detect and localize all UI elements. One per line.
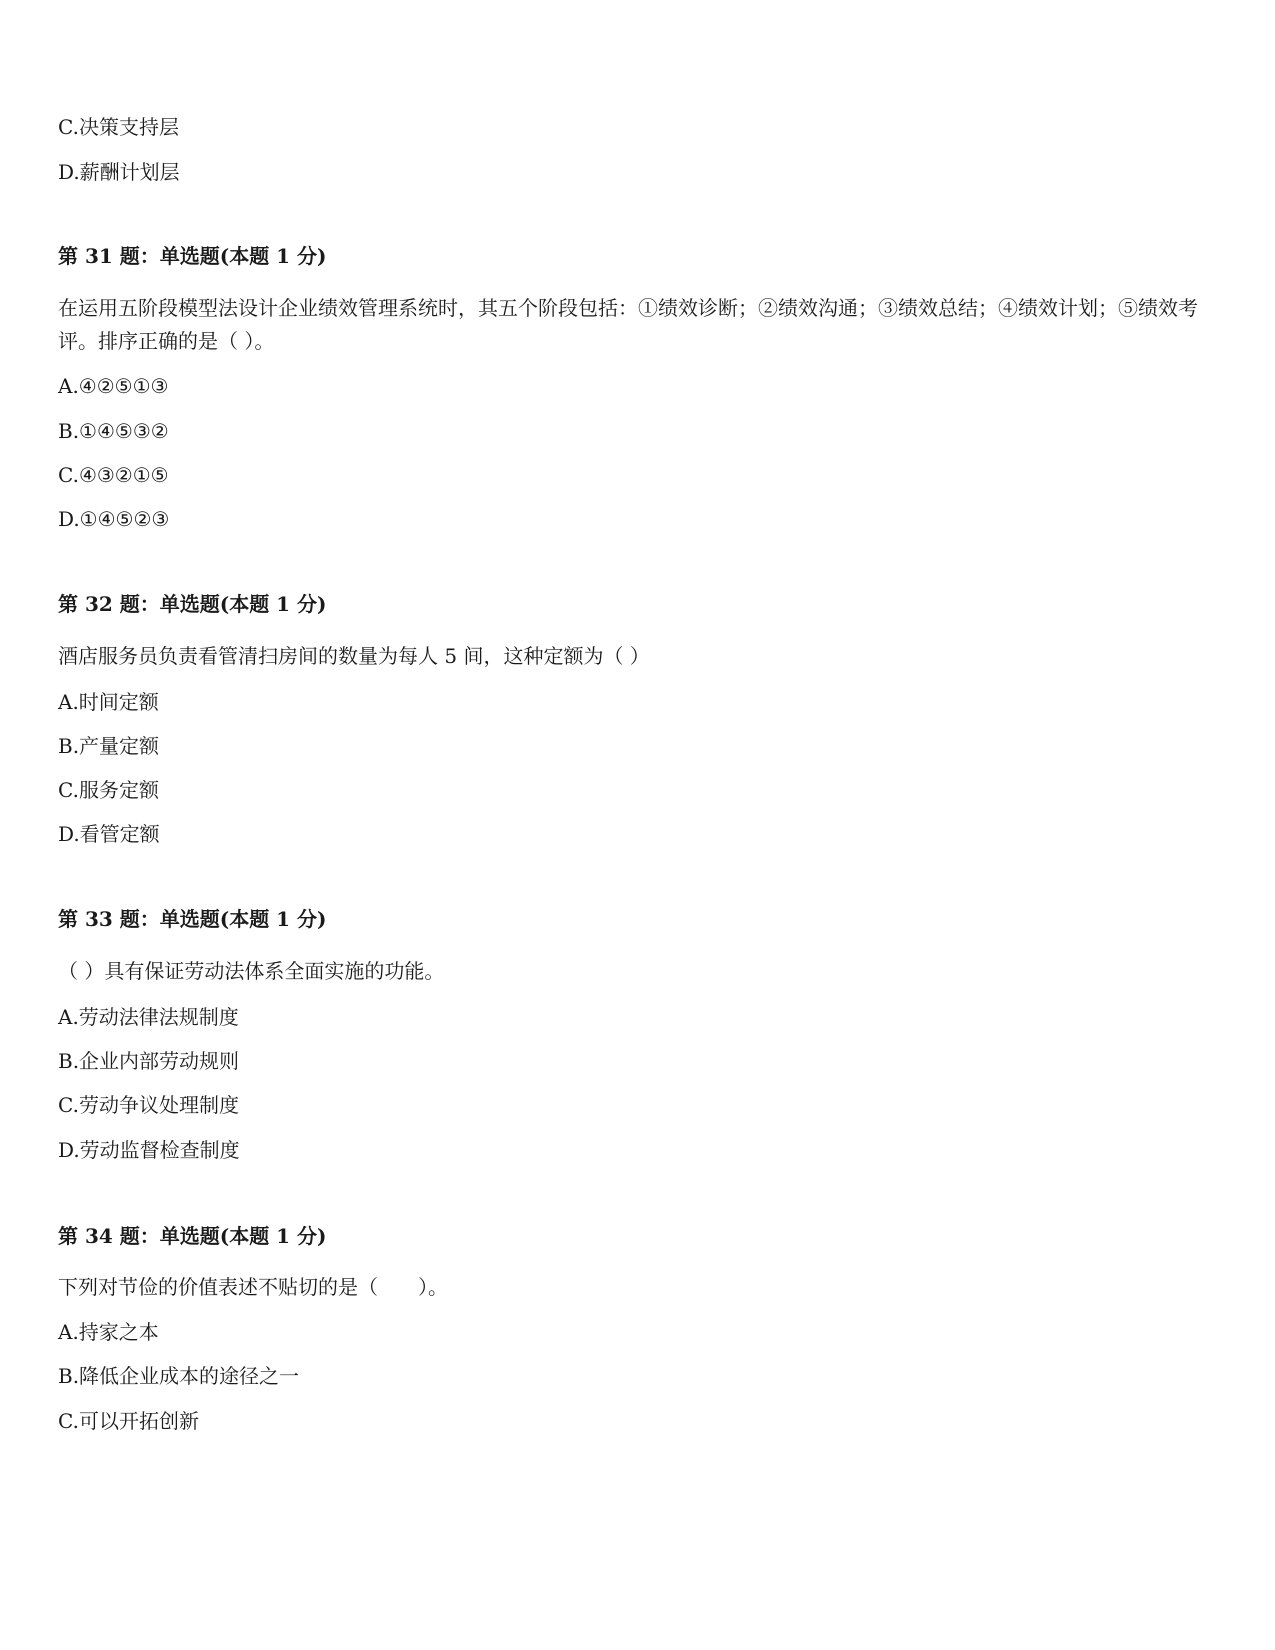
question-34-option-b: B.降低企业成本的途径之一 [58, 1364, 300, 1388]
question-33-option-a: A.劳动法律法规制度 [58, 1005, 239, 1029]
question-31-option-b: B.①④⑤③② [58, 419, 169, 443]
question-33-title: 第 33 题：单选题(本题 1 分) [58, 907, 327, 931]
question-31-title: 第 31 题：单选题(本题 1 分) [58, 244, 327, 268]
question-33-option-c: C.劳动争议处理制度 [58, 1093, 239, 1117]
question-34-option-c: C.可以开拓创新 [58, 1409, 199, 1433]
question-31-option-d: D.①④⑤②③ [58, 507, 170, 531]
question-33-option-d: D.劳动监督检查制度 [58, 1138, 240, 1162]
question-32-option-a: A.时间定额 [58, 690, 159, 714]
question-33-option-b: B.企业内部劳动规则 [58, 1049, 240, 1073]
question-31-option-c: C.④③②①⑤ [58, 463, 169, 487]
option-c-prev: C.决策支持层 [58, 115, 179, 139]
question-32-option-c: C.服务定额 [58, 778, 159, 802]
question-32-option-b: B.产量定额 [58, 734, 160, 758]
question-31-stem: 在运用五阶段模型法设计企业绩效管理系统时，其五个阶段包括：①绩效诊断；②绩效沟通；③绩效总结；④绩效计划；⑤绩效考评。排序正确的是（ ）。 [58, 296, 1198, 353]
question-34-option-a: A.持家之本 [58, 1320, 159, 1344]
question-34-title: 第 34 题：单选题(本题 1 分) [58, 1224, 327, 1248]
question-34-stem: 下列对节俭的价值表述不贴切的是（ ）。 [58, 1275, 448, 1299]
question-31-option-a: A.④②⑤①③ [58, 374, 169, 398]
question-32-stem: 酒店服务员负责看管清扫房间的数量为每人 5 间，这种定额为（ ） [58, 644, 650, 668]
option-d-prev: D.薪酬计划层 [58, 160, 180, 184]
question-32-option-d: D.看管定额 [58, 822, 160, 846]
question-32-title: 第 32 题：单选题(本题 1 分) [58, 592, 327, 616]
question-33-stem: （ ）具有保证劳动法体系全面实施的功能。 [58, 959, 445, 983]
